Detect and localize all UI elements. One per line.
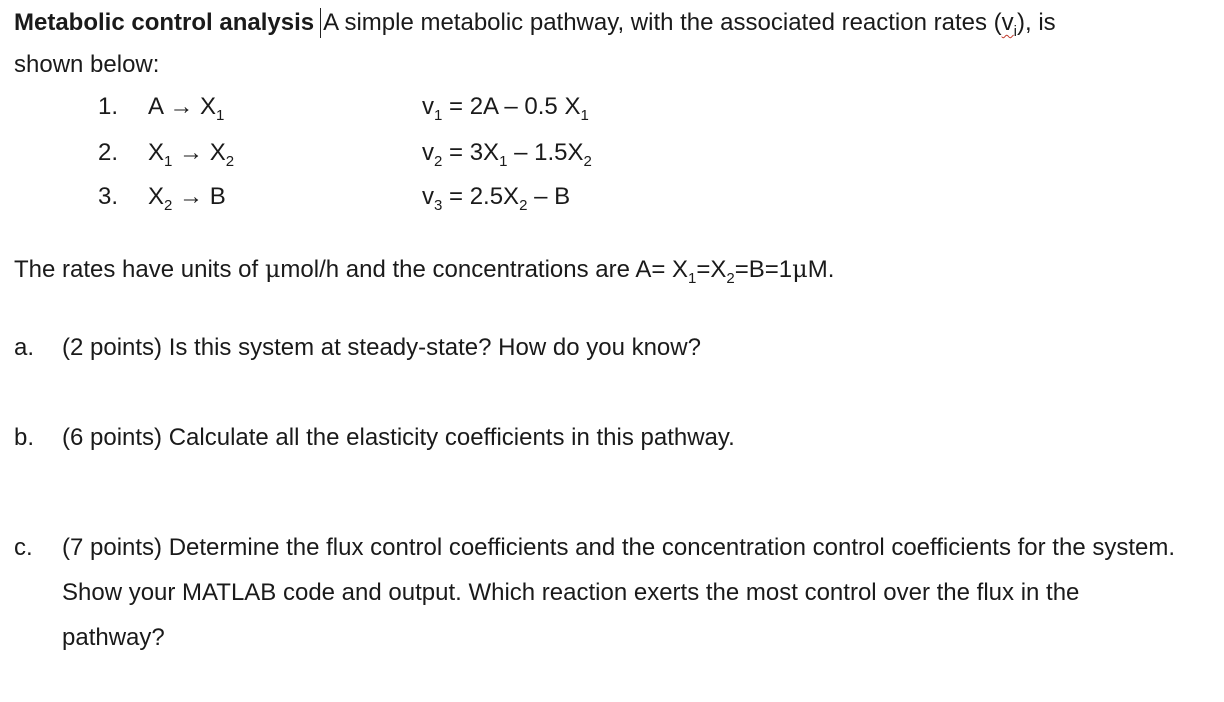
rate-equation: $v_2 = 3X_1 - 1.5X_2$ — [422, 139, 592, 170]
intro-text: A simple metabolic pathway, with the associated reaction rates ( — [323, 9, 1002, 36]
intro-paragraph-line1 — [14, 8, 1056, 47]
units-paragraph: The rates have units of μmol/h and the concentrations are $A= X_1=X_2=B=1\mu M$. — [14, 255, 835, 287]
rate-equation: $v_3 = 2.5X_2 - B$ — [422, 183, 571, 214]
reaction-number: 3. — [98, 183, 119, 210]
reaction-number: 1. — [98, 93, 119, 120]
question-text: (7 points) Determine the flux control coefficients and the concentration control coefficients for the system. Show your MATLAB code and output. Which reaction exerts the most control over the flux in the pathway? — [62, 534, 1176, 651]
reaction-number: 2. — [98, 139, 119, 166]
reaction-equation: $X_2 \to B$ — [148, 183, 226, 214]
intro-paragraph-line2: shown below: — [14, 51, 160, 78]
question-letter: c. — [14, 534, 33, 561]
question-letter: a. — [14, 334, 35, 361]
rate-equation: $v_1 = 2A - 0.5$ $X_1$ — [422, 93, 589, 124]
arrow-icon: → — [179, 183, 204, 210]
spellcheck-word: $v_i$ — [1001, 9, 1017, 40]
reaction-equation: $X_1 \to X_2$ — [148, 139, 235, 170]
section-title: Metabolic control analysis — [14, 9, 315, 36]
question-text: (2 points) Is this system at steady-state? How do you know? — [62, 334, 701, 361]
intro-tail: ), is — [1017, 9, 1056, 36]
question-text: (6 points) Calculate all the elasticity coefficients in this pathway. — [62, 424, 735, 451]
arrow-icon: → — [179, 139, 204, 166]
question-letter: b. — [14, 424, 35, 451]
arrow-icon: → — [169, 93, 194, 120]
reaction-equation: $A \to X_1$ — [148, 93, 225, 124]
text-cursor — [320, 8, 321, 38]
